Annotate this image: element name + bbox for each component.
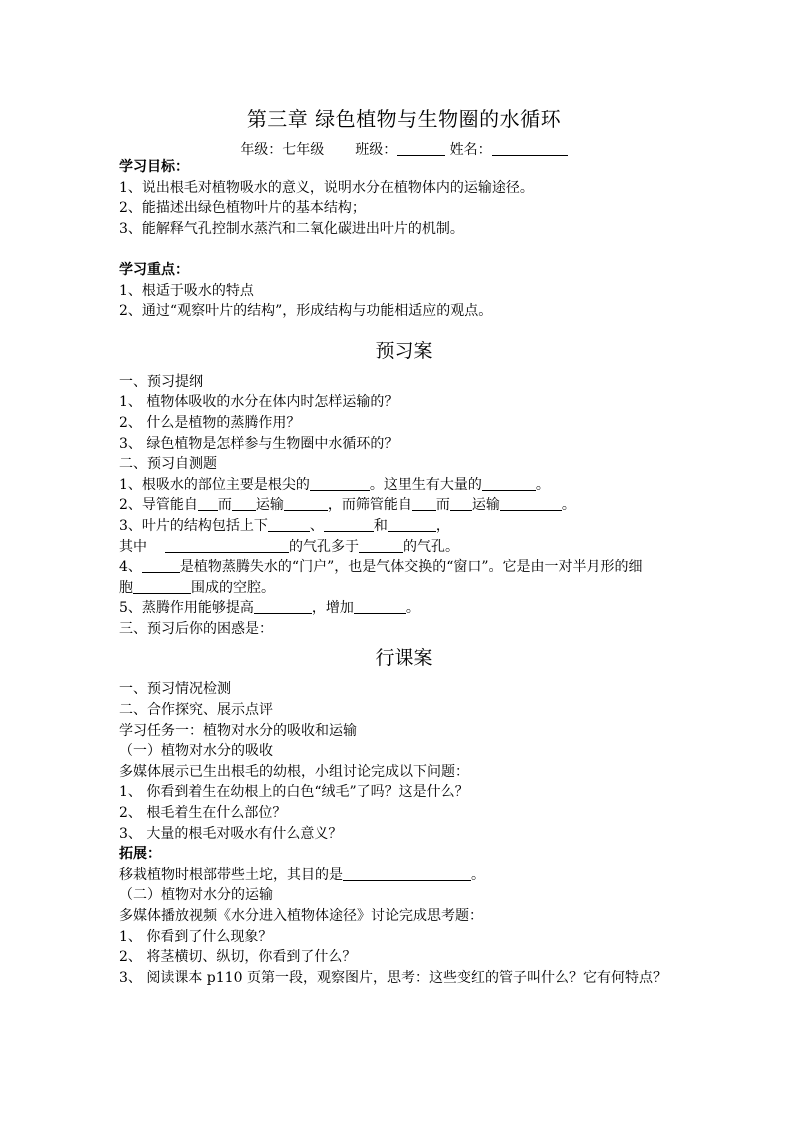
question-text: ，而筛管能自 <box>327 497 412 514</box>
page-title: 第三章 绿色植物与生物圈的水循环 <box>246 107 562 131</box>
worksheet-content <box>119 104 689 988</box>
question-4 <box>119 557 689 578</box>
answer-blank[interactable] <box>412 496 436 511</box>
answer-blank[interactable] <box>142 558 180 573</box>
question-text: 1、根吸水的部位主要是根尖的 <box>119 476 310 493</box>
question-text: 和 <box>373 517 388 534</box>
question-text: 移栽植物时根部带些土坨，其目的是 <box>119 866 343 883</box>
lesson-line: 3、 阅读课本 p110 页第一段，观察图片，思考：这些变红的管子叫什么？它有何特点？ <box>119 969 667 986</box>
question-1 <box>119 475 689 496</box>
question-3-continued <box>119 537 689 558</box>
outline-item: 3、 绿色植物是怎样参与生物圈中水循环的？ <box>119 435 399 452</box>
answer-blank[interactable] <box>254 599 312 614</box>
extend-heading: 拓展： <box>119 846 161 863</box>
goal-item: 2、能描述出绿色植物叶片的基本结构； <box>119 200 366 217</box>
question-text: 的气孔多于 <box>289 538 359 555</box>
key-point-item: 1、根适于吸水的特点 <box>119 282 254 299</box>
answer-blank[interactable] <box>165 538 289 553</box>
answer-blank[interactable] <box>310 476 370 491</box>
lesson-line: 2、 根毛着生在什么部位？ <box>119 805 287 822</box>
question-3 <box>119 516 689 537</box>
preview-section-heading: 预习案 <box>375 339 433 362</box>
lesson-line: 学习任务一：植物对水分的吸收和运输 <box>119 722 357 739</box>
outline-title: 一、预习提纲 <box>119 373 203 390</box>
goal-item: 1、说出根毛对植物吸水的意义，说明水分在植物体内的运输途径。 <box>119 179 534 196</box>
question-text: 、 <box>309 517 324 534</box>
lesson-line: 二、合作探究、展示点评 <box>119 702 273 719</box>
question-text: 而 <box>217 497 232 514</box>
key-point-item: 2、通过“观察叶片的结构”，形成结构与功能相适应的观点。 <box>119 303 493 320</box>
question-4-continued <box>119 578 689 599</box>
answer-blank[interactable] <box>450 496 472 511</box>
question-5 <box>119 598 689 619</box>
outline-item: 1、 植物体吸收的水分在体内时怎样运输的？ <box>119 394 399 411</box>
lesson-line: （二）植物对水分的运输 <box>119 887 273 904</box>
answer-blank[interactable] <box>482 476 536 491</box>
question-text: ， <box>435 517 450 534</box>
question-text: 。 <box>535 476 550 493</box>
answer-blank[interactable] <box>232 496 256 511</box>
lesson-section-heading: 行课案 <box>375 647 433 670</box>
lesson-line: 3、 大量的根毛对吸水有什么意义？ <box>119 825 343 842</box>
question-2 <box>119 495 689 516</box>
answer-blank[interactable] <box>343 866 471 881</box>
question-text: 。 <box>471 866 485 883</box>
answer-blank[interactable] <box>324 517 374 532</box>
class-blank[interactable] <box>397 141 445 156</box>
answer-blank[interactable] <box>500 496 562 511</box>
question-text: 运输 <box>255 497 284 514</box>
name-label: 姓名： <box>449 142 492 158</box>
question-text: 其中 <box>119 538 147 555</box>
grade-label: 年级：七年级 <box>240 142 325 158</box>
lesson-line: 多媒体展示已生出根毛的幼根，小组讨论完成以下问题： <box>119 763 469 780</box>
question-text: 围成的空腔。 <box>191 579 275 596</box>
answer-blank[interactable] <box>198 496 218 511</box>
selftest-title: 二、预习自测题 <box>119 456 217 473</box>
class-label: 班级： <box>355 142 398 158</box>
goals-heading: 学习目标： <box>119 159 189 175</box>
question-text: 5、蒸腾作用能够提高 <box>119 600 254 617</box>
question-text: 2、导管能自 <box>119 497 198 514</box>
question-text: 4、 <box>119 559 142 576</box>
name-blank[interactable] <box>492 141 568 156</box>
puzzle-prompt: 三、预习后你的困惑是： <box>119 620 273 637</box>
question-text: 。 <box>405 600 420 617</box>
lesson-line: 一、预习情况检测 <box>119 681 231 698</box>
question-text: 3、叶片的结构包括上下 <box>119 517 268 534</box>
answer-blank[interactable] <box>388 517 436 532</box>
question-text: 的气孔。 <box>403 538 459 555</box>
lesson-line: 1、 你看到着生在幼根上的白色“绒毛”了吗？这是什么？ <box>119 784 469 801</box>
answer-blank[interactable] <box>268 517 310 532</box>
answer-blank[interactable] <box>359 538 403 553</box>
lesson-line: 2、 将茎横切、纵切，你看到了什么？ <box>119 949 357 966</box>
question-text: ，增加 <box>311 600 354 617</box>
answer-blank[interactable] <box>354 599 406 614</box>
lesson-line: 1、 你看到了什么现象？ <box>119 928 273 945</box>
goal-item: 3、能解释气孔控制水蒸汽和二氧化碳进出叶片的机制。 <box>119 220 464 237</box>
answer-blank[interactable] <box>284 496 328 511</box>
question-text: 运输 <box>471 497 500 514</box>
question-text: 胞 <box>119 579 133 596</box>
question-text: 而 <box>435 497 450 514</box>
answer-blank[interactable] <box>133 579 191 594</box>
extend-question <box>119 865 689 886</box>
question-text: 。 <box>561 497 576 514</box>
key-points-heading: 学习重点： <box>119 261 189 278</box>
question-text: 是植物蒸腾失水的“门户”，也是气体交换的“窗口”。它是由一对半月形的细 <box>179 559 643 576</box>
lesson-line: （一）植物对水分的吸收 <box>119 743 273 760</box>
outline-item: 2、 什么是植物的蒸腾作用？ <box>119 414 301 431</box>
lesson-line: 多媒体播放视频《水分进入植物体途径》讨论完成思考题： <box>119 908 483 924</box>
question-text: 。这里生有大量的 <box>369 476 482 493</box>
